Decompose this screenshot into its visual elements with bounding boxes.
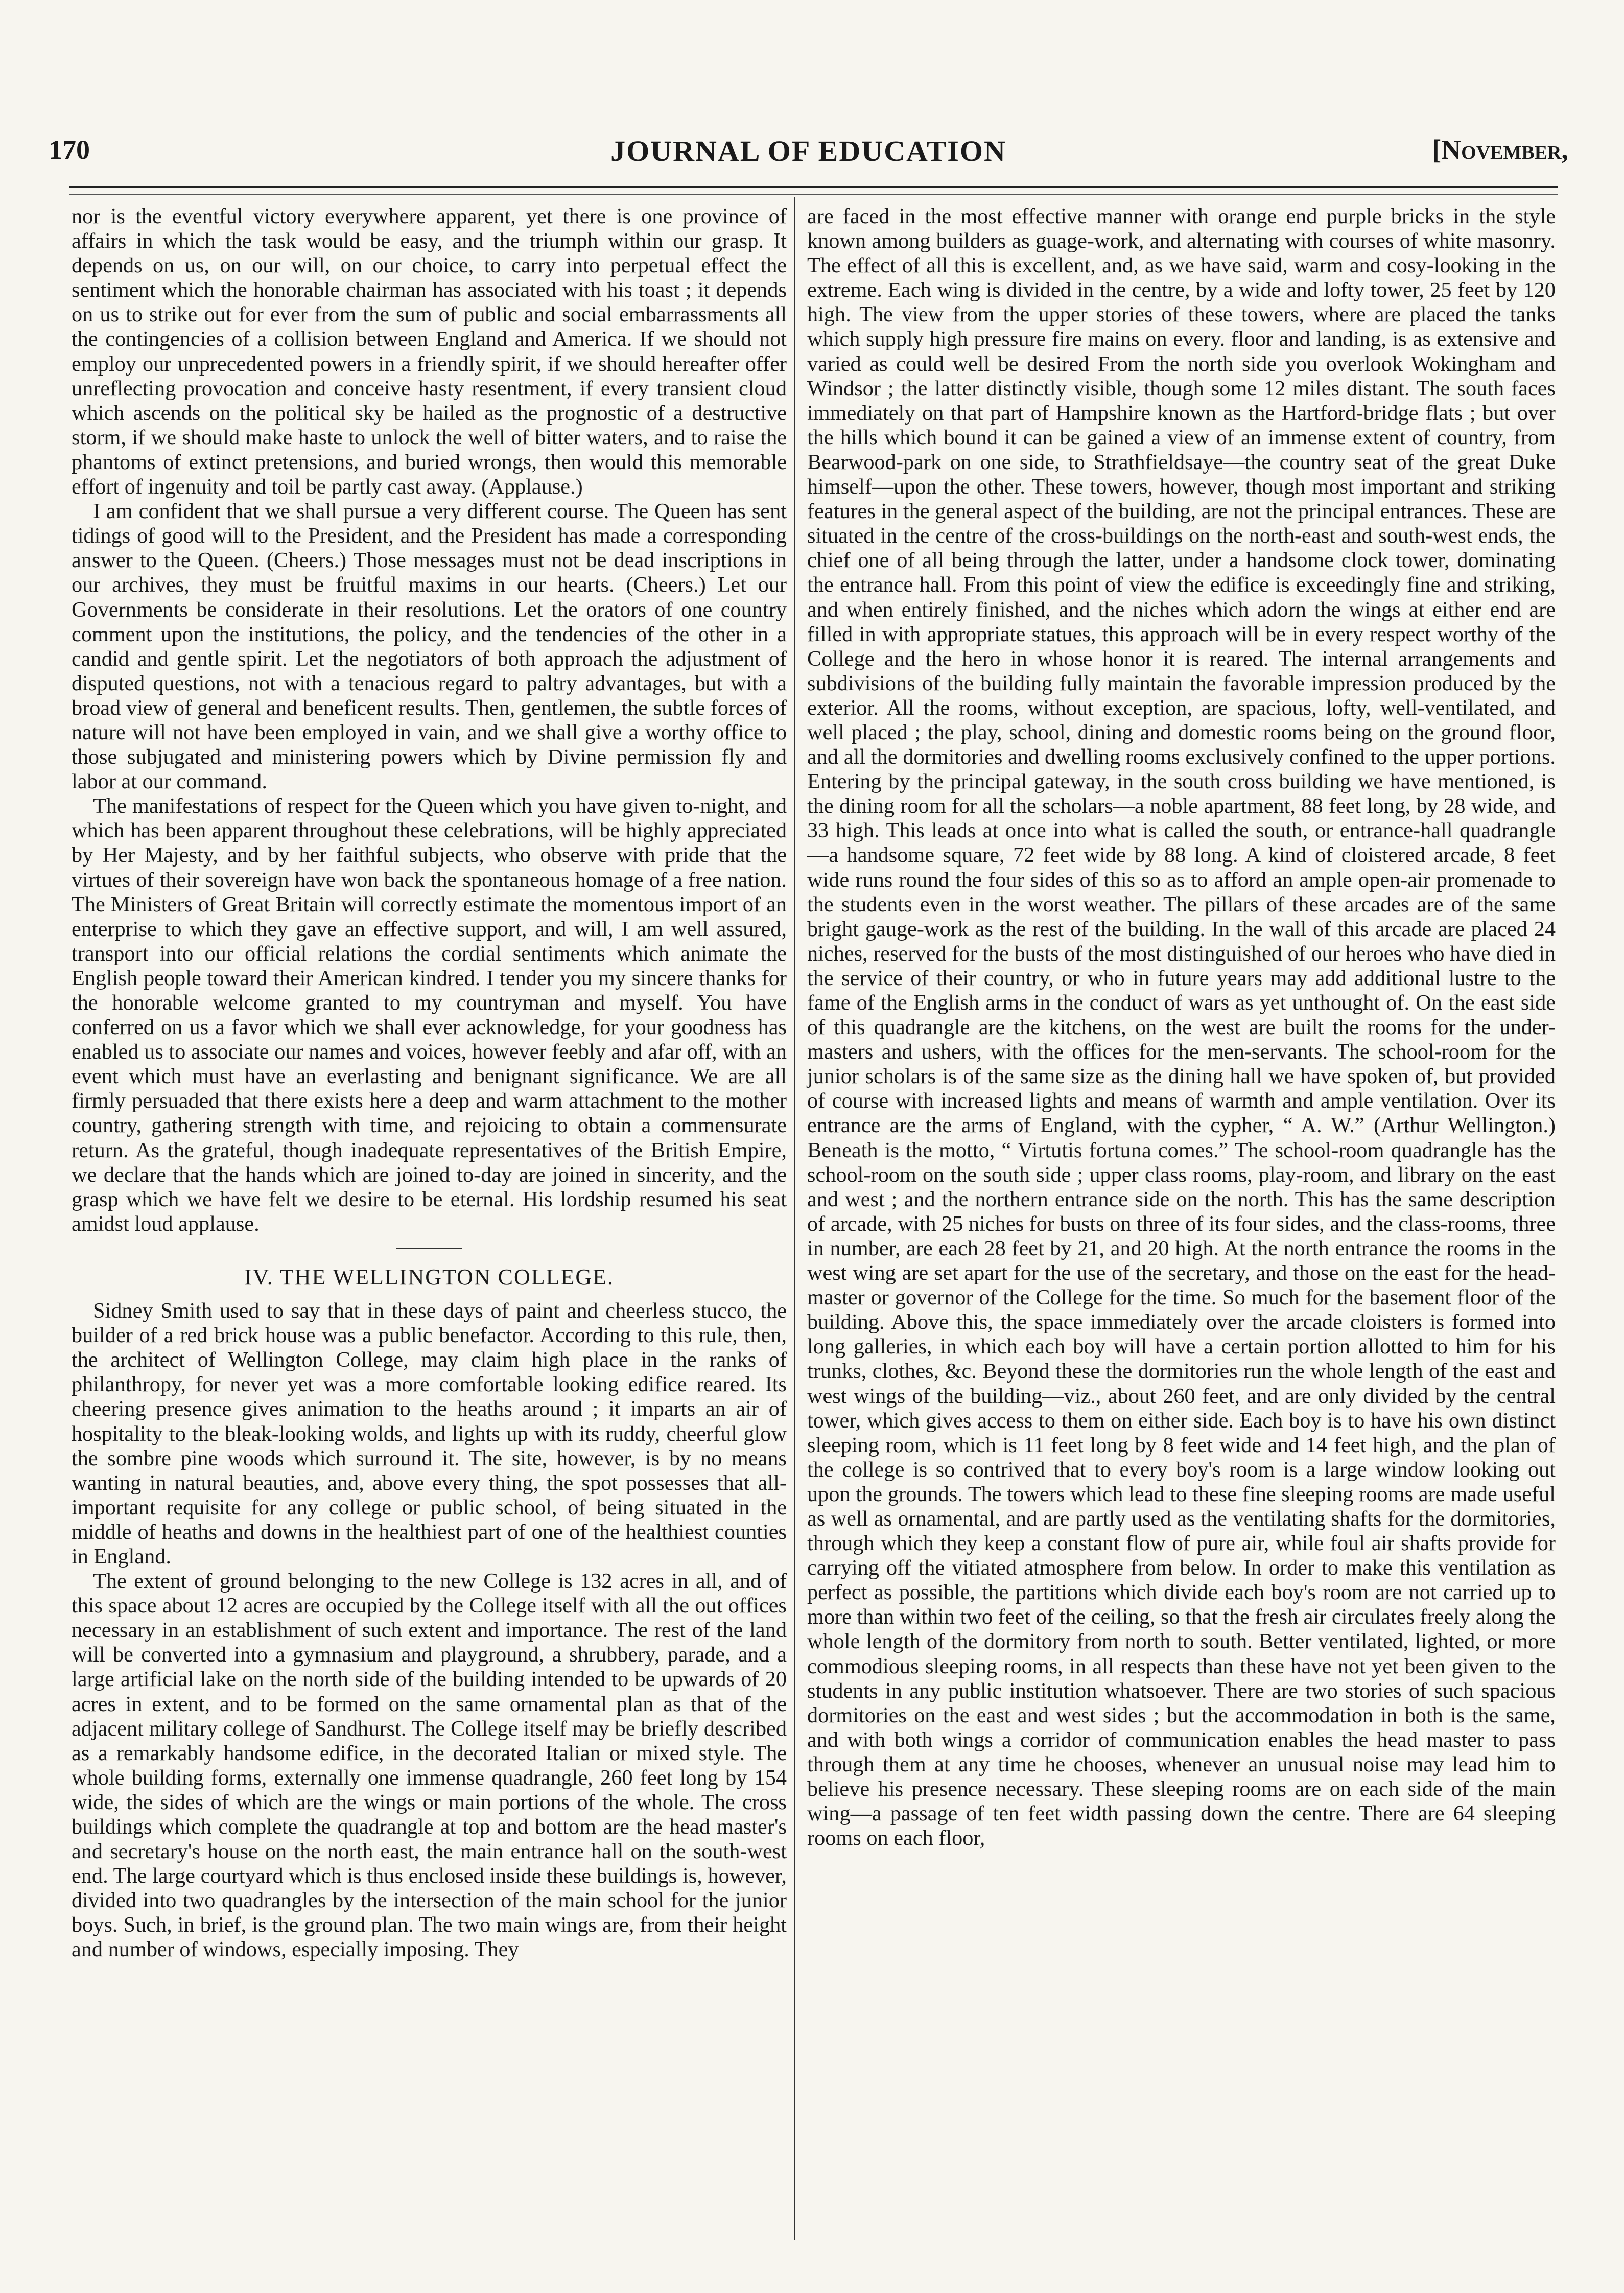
paragraph: I am confident that we shall pursue a very different course. The Queen has sent tidings of good will to the President, and the President has made a corresponding answer to the Queen. (Cheers.) Those messages must not be dead inscriptions in our archives, they must be fruitful maxims in our hearts. (Cheers.) Let our Governments be considerate in their resolutions. Let the orators of one country comment upon the institutions, the policy, and the tendencies of the other in a candid and gentle spirit. Let the negotiators of both approach the adjustment of disputed questions, not with a tenacious regard to paltry advantages, but with a broad view of general and beneficent results. Then, gentlemen, the subtle forces of nature will not have been employed in vain, and we shall give a worthy office to those subjugated and ministering powers which by Divine permission fly and labor at our command. — [72, 499, 787, 794]
page-header — [49, 134, 1568, 175]
running-title: JOURNAL OF EDUCATION — [610, 134, 1006, 168]
section-heading: IV. THE WELLINGTON COLLEGE. — [244, 1264, 615, 1290]
left-column — [72, 204, 787, 1962]
paragraph: The extent of ground belonging to the new College is 132 acres in all, and of this space about 12 acres are occupied by the College itself with all the out offices necessary in an establishment of such extent and importance. The rest of the land will be converted into a gymnasium and playground, a shrubbery, parade, and a large artificial lake on the north side of the building intended to be upwards of 20 acres in extent, and to be formed on the same ornamental plan as that of the adjacent military college of Sandhurst. The College itself may be briefly described as a remarkably handsome edifice, in the decorated Italian or mixed style. The whole building forms, externally one immense quadrangle, 260 feet long by 154 wide, the sides of which are the wings or main portions of the whole. The cross buildings which complete the quadrangle at top and bottom are the head master's and secretary's house on the north east, the main entrance hall on the south-west end. The large courtyard which is thus enclosed inside these buildings is, however, divided into two quadrangles by the intersection of the main school for the junior boys. Such, in brief, is the ground plan. The two main wings are, from their height and number of windows, especially imposing. They — [72, 1569, 787, 1962]
section-rule — [396, 1248, 462, 1249]
page-number: 170 — [49, 134, 90, 165]
paragraph: The manifestations of respect for the Queen which you have given to-night, and which has been apparent throughout these celebrations, will be highly appreciated by Her Majesty, and by her faithful subjects, who observe with pride that the virtues of their sovereign have won back the spontaneous homage of a free nation. The Ministers of Great Britain will correctly estimate the momentous import of an enterprise to which they gave an effective support, and will, I am well assured, transport into our official relations the cordial sentiments which animate the English people toward their American kindred. I tender you my sincere thanks for the honorable welcome granted to my countryman and myself. You have conferred on us a favor which we shall ever acknowledge, for your goodness has enabled us to associate our names and voices, however feebly and afar off, with an event which must have an everlasting and benignant significance. We are all firmly persuaded that there exists here a deep and warm attachment to the mother country, gathering strength with time, and rejoicing to obtain a commensurate return. As the grateful, though inadequate representatives of the British Empire, we declare that the hands which are joined to-day are joined in sincerity, and the grasp which we have felt we desire to be eternal. His lordship resumed his seat amidst loud applause. — [72, 794, 787, 1236]
paragraph: are faced in the most effective manner with orange end purple bricks in the style known among builders as guage-work, and alternating with courses of white masonry. The effect of all this is excellent, and, as we have said, warm and cosy-looking in the extreme. Each wing is divided in the centre, by a wide and lofty tower, 25 feet by 120 high. The view from the upper stories of these towers, where are placed the tanks which supply high pressure fire mains on every. floor and landing, is as extensive and varied as could well be desired From the north side you overlook Wokingham and Windsor ; the latter distinctly visible, though some 12 miles distant. The south faces immediately on that part of Hampshire known as the Hartford-bridge flats ; but over the hills which bound it can be gained a view of an immense extent of country, from Bearwood-park on one side, to Strathfieldsaye—the country seat of the great Duke himself—upon the other. These towers, however, though most important and striking features in the general aspect of the building, are not the principal entrances. These are situated in the centre of the cross-buildings on the north-east and south-west ends, the chief one of all being through the latter, under a handsome clock tower, dominating the entrance hall. From this point of view the edifice is exceedingly fine and striking, and when entirely finished, and the niches which adorn the wings at either end are filled in with appropriate statues, this approach will be in every respect worthy of the College and the hero in whose honor it is reared. The internal arrangements and subdivisions of the building fully maintain the favorable impression produced by the exterior. All the rooms, without exception, are spacious, lofty, well-ventilated, and well placed ; the play, school, dining and domestic rooms being on the ground floor, and all the dormitories and dwelling rooms exclusively confined to the upper portions. Entering by the principal gateway, in the south cross building we have mentioned, is the dining room for all the scholars—a noble apartment, 88 feet long, by 28 wide, and 33 high. This leads at once into what is called the south, or entrance-hall quadrangle—a handsome square, 72 feet wide by 88 long. A kind of cloistered arcade, 8 feet wide runs round the four sides of this so as to afford an ample open-air promenade to the students even in the worst weather. The pillars of these arcades are of the same bright gauge-work as the rest of the building. In the wall of this arcade are placed 24 niches, reserved for the busts of the most distinguished of our heroes who have died in the service of their country, or who in future years may add additional lustre to the fame of the English arms in the conduct of wars as yet unthought of. On the east side of this quadrangle are the kitchens, on the west are built the rooms for the under-masters and ushers, with the offices for the men-servants. The school-room for the junior scholars is of the same size as the dining hall we have spoken of, but provided of course with increased lights and means of warmth and ample ventilation. Over its entrance are the arms of England, with the cypher, “ A. W.” (Arthur Wellington.) Beneath is the motto, “ Virtutis fortuna comes.” The school-room quadrangle has the school-room on the south side ; upper class rooms, play-room, and library on the east and west ; and the northern entrance side on the north. This has the same description of arcade, with 25 niches for busts on three of its four sides, and the class-rooms, three in number, are each 28 feet by 21, and 20 high. At the north entrance the rooms in the west wing are set apart for the use of the secretary, and those on the east for the head-master or governor of the College for the time. So much for the basement floor of the building. Above this, the space immediately over the arcade cloisters is formed into long galleries, in which each boy will have a certain portion allotted to him for his trunks, clothes, &c. Beyond these the dormitories run the whole length of the east and west wings of the building—viz., about 260 feet, and are only divided by the central tower, which gives access to them on either side. Each boy is to have his own distinct sleeping room, which is 11 feet long by 8 feet wide and 14 feet high, and the plan of the college is so contrived that to every boy's room is a large window looking out upon the grounds. The towers which lead to these fine sleeping rooms are made useful as well as ornamental, and are partly used as the ventilating shafts for the dormitories, through which they keep a constant flow of pure air, while foul air shafts provide for carrying off the vitiated atmosphere from below. In order to make this ventilation as perfect as possible, the partitions which divide each boy's room are not carried up to more than within two feet of the ceiling, so that the fresh air circulates freely along the whole length of the dormitory from north to south. Better ventilated, lighted, or more commodious sleeping rooms, in all respects than these have not yet been given to the students in any public institution whatsoever. There are two stories of such spacious dormitories on the east and west sides ; but the accommodation in both is the same, and with both wings a corridor of communication enables the head master to pass through them at any time he chooses, whenever an unusual noise may lead him to believe his presence necessary. These sleeping rooms are on each side of the main wing—a passage of ten feet width passing down the centre. There are 64 sleeping rooms on each floor, — [807, 204, 1556, 1851]
paragraph: nor is the eventful victory everywhere apparent, yet there is one province of affairs in which the task would be easy, and the triumph within our grasp. It depends on us, on our will, on our choice, to carry into perpetual effect the sentiment which the honorable chairman has associated with his toast ; it depends on us to strike out for ever from the sum of public and social embarrassments all the contingencies of a collision between England and America. If we should not employ our unprecedented powers in a friendly spirit, if we should hereafter offer unreflecting provocation and conceive hasty resentment, if every transient cloud which ascends on the political sky be hailed as the prognostic of a destructive storm, if we should make haste to unlock the well of bitter waters, and to raise the phantoms of extinct pretensions, and buried wrongs, then would this memorable effort of ingenuity and toil be partly cast away. (Applause.) — [72, 204, 787, 499]
column-divider — [794, 197, 795, 2240]
header-rule — [69, 186, 1558, 195]
running-month: [November, — [1432, 134, 1568, 165]
paragraph: Sidney Smith used to say that in these days of paint and cheerless stucco, the builder of a red brick house was a public benefactor. According to this rule, then, the architect of Wellington College, may claim high place in the ranks of philanthropy, for never yet was a more comfortable looking edifice reared. Its cheering presence gives animation to the heaths around ; it imparts an air of hospitality to the bleak-looking wolds, and lights up with its ruddy, cheerful glow the sombre pine woods which surround it. The site, however, is by no means wanting in natural beauties, and, above every thing, the spot possesses that all-important requisite for any college or public school, of being situated in the middle of heaths and downs in the healthiest part of one of the healthiest counties in England. — [72, 1299, 787, 1569]
right-column — [807, 204, 1556, 1851]
